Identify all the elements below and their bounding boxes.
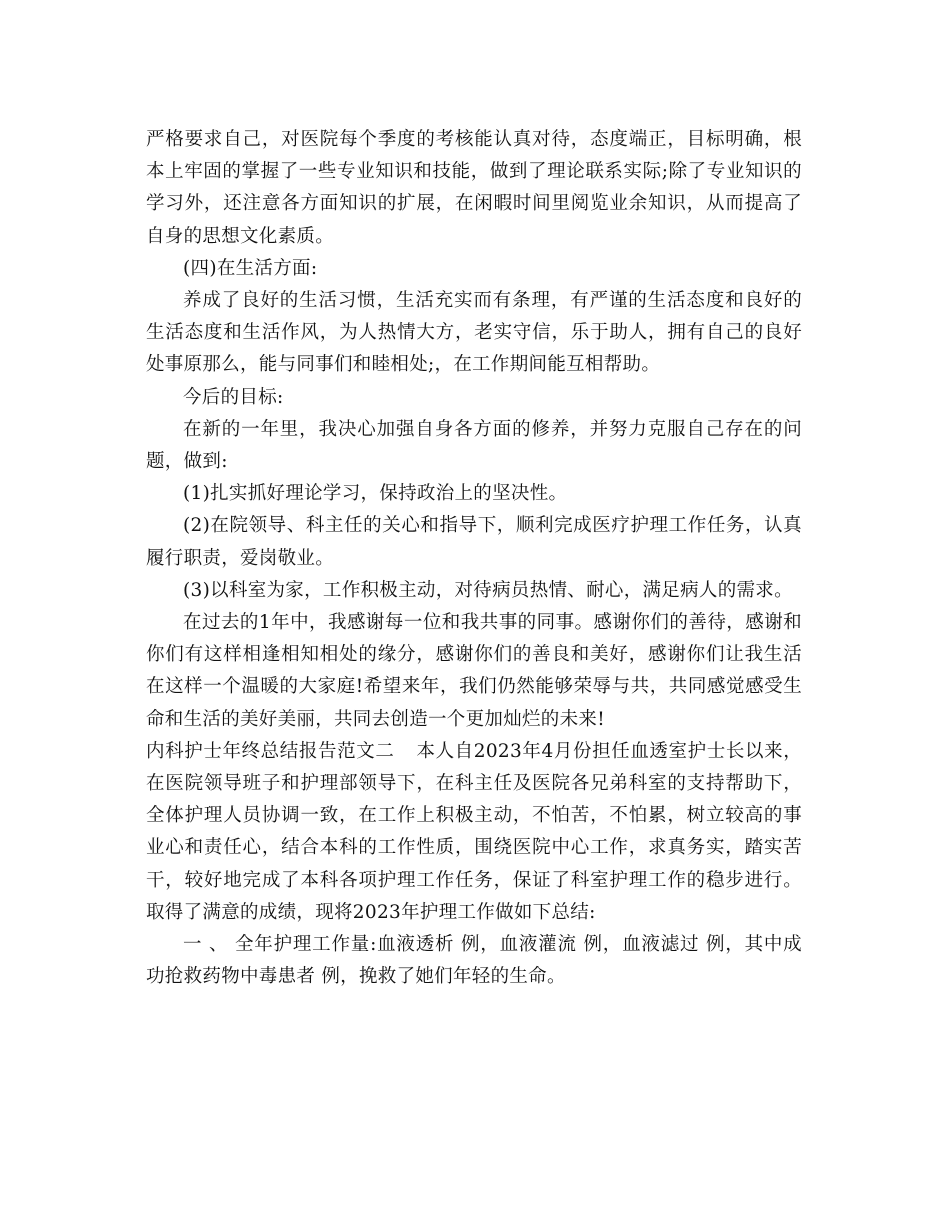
heading-future-goals: 今后的目标: [183,386,284,408]
goal-item-3: (3)以科室为家，工作积极主动，对待病员热情、耐心，满足病人的需求。 [183,579,793,601]
goal-item-2: (2)在院领导、科主任的关心和指导下，顺利完成医疗护理工作任务，认真履行职责，爱岗敬业。 [146,515,802,569]
heading-life-aspect: (四)在生活方面: [183,257,318,279]
section-two-paragraph [146,736,802,929]
section-two-title: 内科护士年终总结报告范文二 [146,740,395,762]
goal-item-1: (1)扎实抓好理论学习，保持政治上的坚决性。 [183,483,568,505]
paragraph-life-habits: 养成了良好的生活习惯，生活充实而有条理，有严谨的生活态度和良好的生活态度和生活作风，为人热情大方，老实守信，乐于助人，拥有自己的良好处事原那么，能与同事们和睦相处;，在工作期间能互相帮助。 [146,290,802,376]
section-two-body: 本人自2023年4月份担任血透室护士长以来，在医院领导班子和护理部领导下，在科主任及医院各兄弟科室的支持帮助下，全体护理人员协调一致，在工作上积极主动，不怕苦，不怕累，树立较高的事业心和责任心，结合本科的工作性质，围绕医院中心工作，求真务实，踏实苦干，较好地完成了本科各项护理工作任务，保证了科室护理工作的稳步进行。取得了满意的成绩，现将2023年护理工作做如下总结: [146,740,803,923]
document-body [146,124,802,993]
paragraph-workload: 一 、 全年护理工作量:血液透析 例，血液灌流 例，血液滤过 例，其中成功抢救药物中毒患者 例，挽救了她们年轻的生命。 [146,934,802,988]
paragraph-self-discipline: 严格要求自己，对医院每个季度的考核能认真对待，态度端正，目标明确，根本上牢固的掌握了一些专业知识和技能，做到了理论联系实际;除了专业知识的学习外，还注意各方面知识的扩展，在闲暇时间里阅览业余知识，从而提高了自身的思想文化素质。 [146,129,802,247]
paragraph-gratitude: 在过去的1年中，我感谢每一位和我共事的同事。感谢你们的善待，感谢和你们有这样相逢相知相处的缘分，感谢你们的善良和美好，感谢你们让我生活在这样一个温暖的大家庭!希望来年，我们仍然能够荣辱与共，共同感觉感受生命和生活的美好美丽，共同去创造一个更加灿烂的未来! [146,612,802,730]
paragraph-new-year: 在新的一年里，我决心加强自身各方面的修养，并努力克服自己存在的问题，做到: [146,418,802,473]
